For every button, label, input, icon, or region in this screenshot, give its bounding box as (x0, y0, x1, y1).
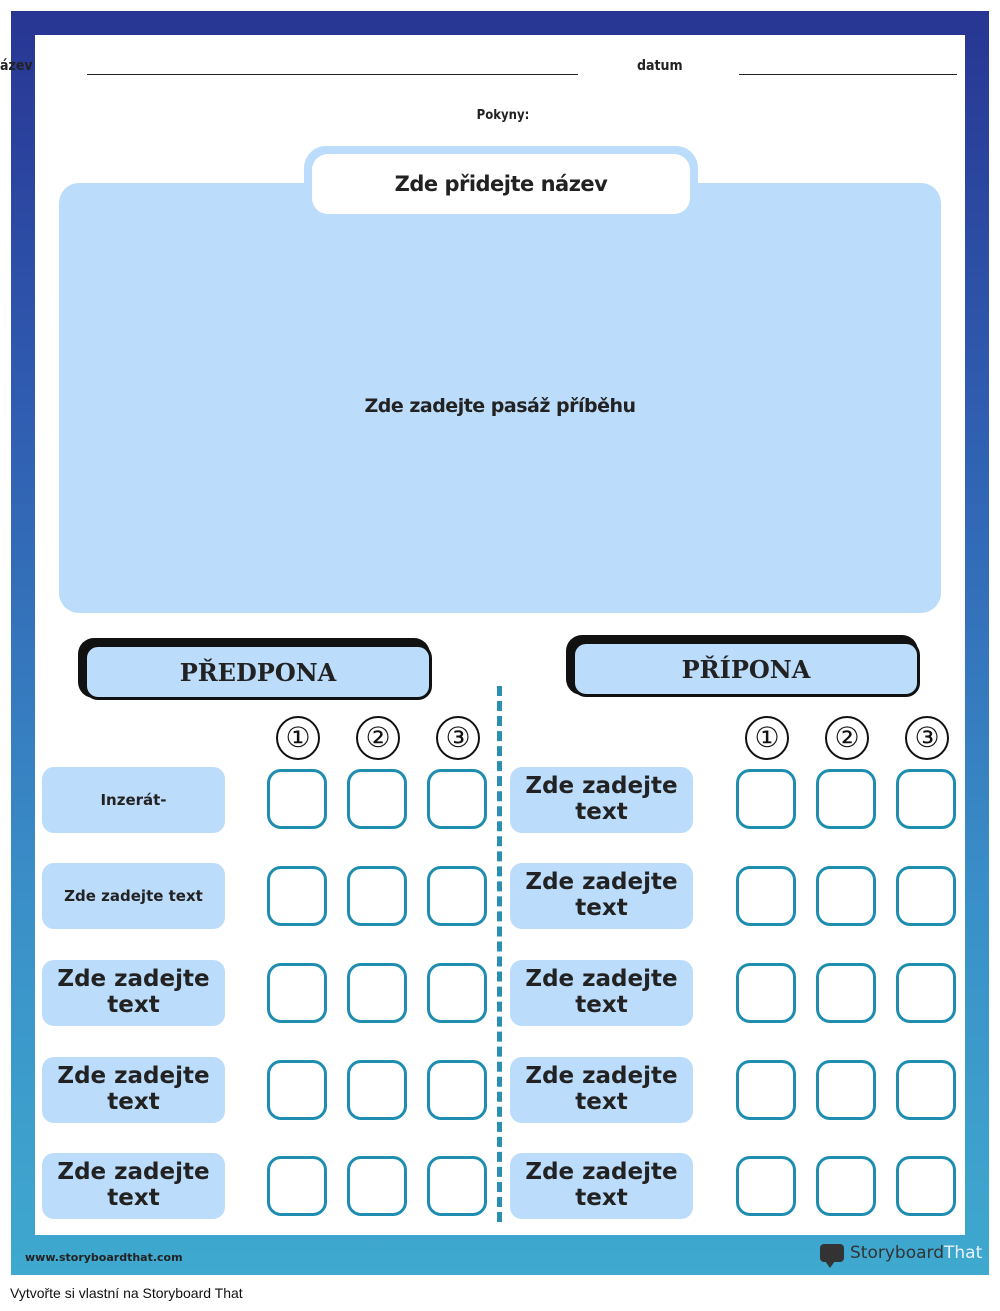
prefix-number-2: ② (356, 716, 400, 760)
prefix-row-label[interactable]: Zde zadejte text (42, 960, 225, 1026)
prefix-answer-box[interactable] (347, 963, 407, 1023)
instructions-label: Pokyny: (476, 108, 530, 123)
suffix-row-label[interactable]: Zde zadejte text (510, 767, 693, 833)
logo-word-that: That (944, 1243, 983, 1263)
name-label: ázev (0, 58, 33, 74)
suffix-answer-box[interactable] (736, 866, 796, 926)
suffix-answer-box[interactable] (816, 866, 876, 926)
prefix-answer-box[interactable] (267, 1060, 327, 1120)
prefix-row-label[interactable]: Zde zadejte text (42, 1057, 225, 1123)
suffix-answer-box[interactable] (736, 963, 796, 1023)
prefix-answer-box[interactable] (427, 866, 487, 926)
prefix-answer-box[interactable] (267, 866, 327, 926)
suffix-row-label[interactable]: Zde zadejte text (510, 863, 693, 929)
suffix-row-label[interactable]: Zde zadejte text (510, 1153, 693, 1219)
suffix-answer-box[interactable] (816, 1156, 876, 1216)
suffix-answer-box[interactable] (896, 963, 956, 1023)
suffix-answer-box[interactable] (736, 1156, 796, 1216)
passage-title[interactable]: Zde přidejte název (312, 154, 690, 214)
suffix-answer-box[interactable] (736, 1060, 796, 1120)
logo-text (850, 1243, 982, 1263)
suffix-answer-box[interactable] (896, 769, 956, 829)
prefix-answer-box[interactable] (347, 1060, 407, 1120)
suffix-heading: PŘÍPONA (572, 641, 920, 697)
date-label: datum (637, 58, 683, 74)
prefix-number-1: ① (276, 716, 320, 760)
column-divider (497, 686, 502, 1222)
prefix-number-3: ③ (436, 716, 480, 760)
suffix-answer-box[interactable] (896, 866, 956, 926)
suffix-number-2: ② (825, 716, 869, 760)
suffix-row-label[interactable]: Zde zadejte text (510, 1057, 693, 1123)
suffix-number-1: ① (745, 716, 789, 760)
passage-text[interactable]: Zde zadejte pasáž příběhu (364, 395, 636, 417)
prefix-answer-box[interactable] (267, 963, 327, 1023)
suffix-answer-box[interactable] (816, 769, 876, 829)
prefix-row-label[interactable]: Inzerát- (42, 767, 225, 833)
footer-url[interactable]: www.storyboardthat.com (25, 1251, 183, 1264)
suffix-answer-box[interactable] (896, 1060, 956, 1120)
storyboard-that-logo[interactable] (820, 1240, 982, 1266)
prefix-answer-box[interactable] (347, 866, 407, 926)
prefix-row-label[interactable]: Zde zadejte text (42, 1153, 225, 1219)
prefix-answer-box[interactable] (427, 1060, 487, 1120)
suffix-answer-box[interactable] (816, 963, 876, 1023)
prefix-answer-box[interactable] (347, 1156, 407, 1216)
speech-bubble-icon (820, 1244, 844, 1262)
suffix-number-3: ③ (905, 716, 949, 760)
prefix-answer-box[interactable] (427, 963, 487, 1023)
prefix-heading: PŘEDPONA (84, 644, 432, 700)
logo-word-storyboard: Storyboard (850, 1243, 944, 1263)
prefix-answer-box[interactable] (267, 1156, 327, 1216)
suffix-answer-box[interactable] (736, 769, 796, 829)
prefix-answer-box[interactable] (427, 1156, 487, 1216)
suffix-answer-box[interactable] (896, 1156, 956, 1216)
date-line[interactable] (739, 74, 957, 75)
prefix-row-label[interactable]: Zde zadejte text (42, 863, 225, 929)
page-caption[interactable]: Vytvořte si vlastní na Storyboard That (10, 1285, 243, 1301)
prefix-answer-box[interactable] (267, 769, 327, 829)
prefix-answer-box[interactable] (427, 769, 487, 829)
name-line[interactable] (87, 74, 578, 75)
suffix-row-label[interactable]: Zde zadejte text (510, 960, 693, 1026)
suffix-answer-box[interactable] (816, 1060, 876, 1120)
prefix-answer-box[interactable] (347, 769, 407, 829)
